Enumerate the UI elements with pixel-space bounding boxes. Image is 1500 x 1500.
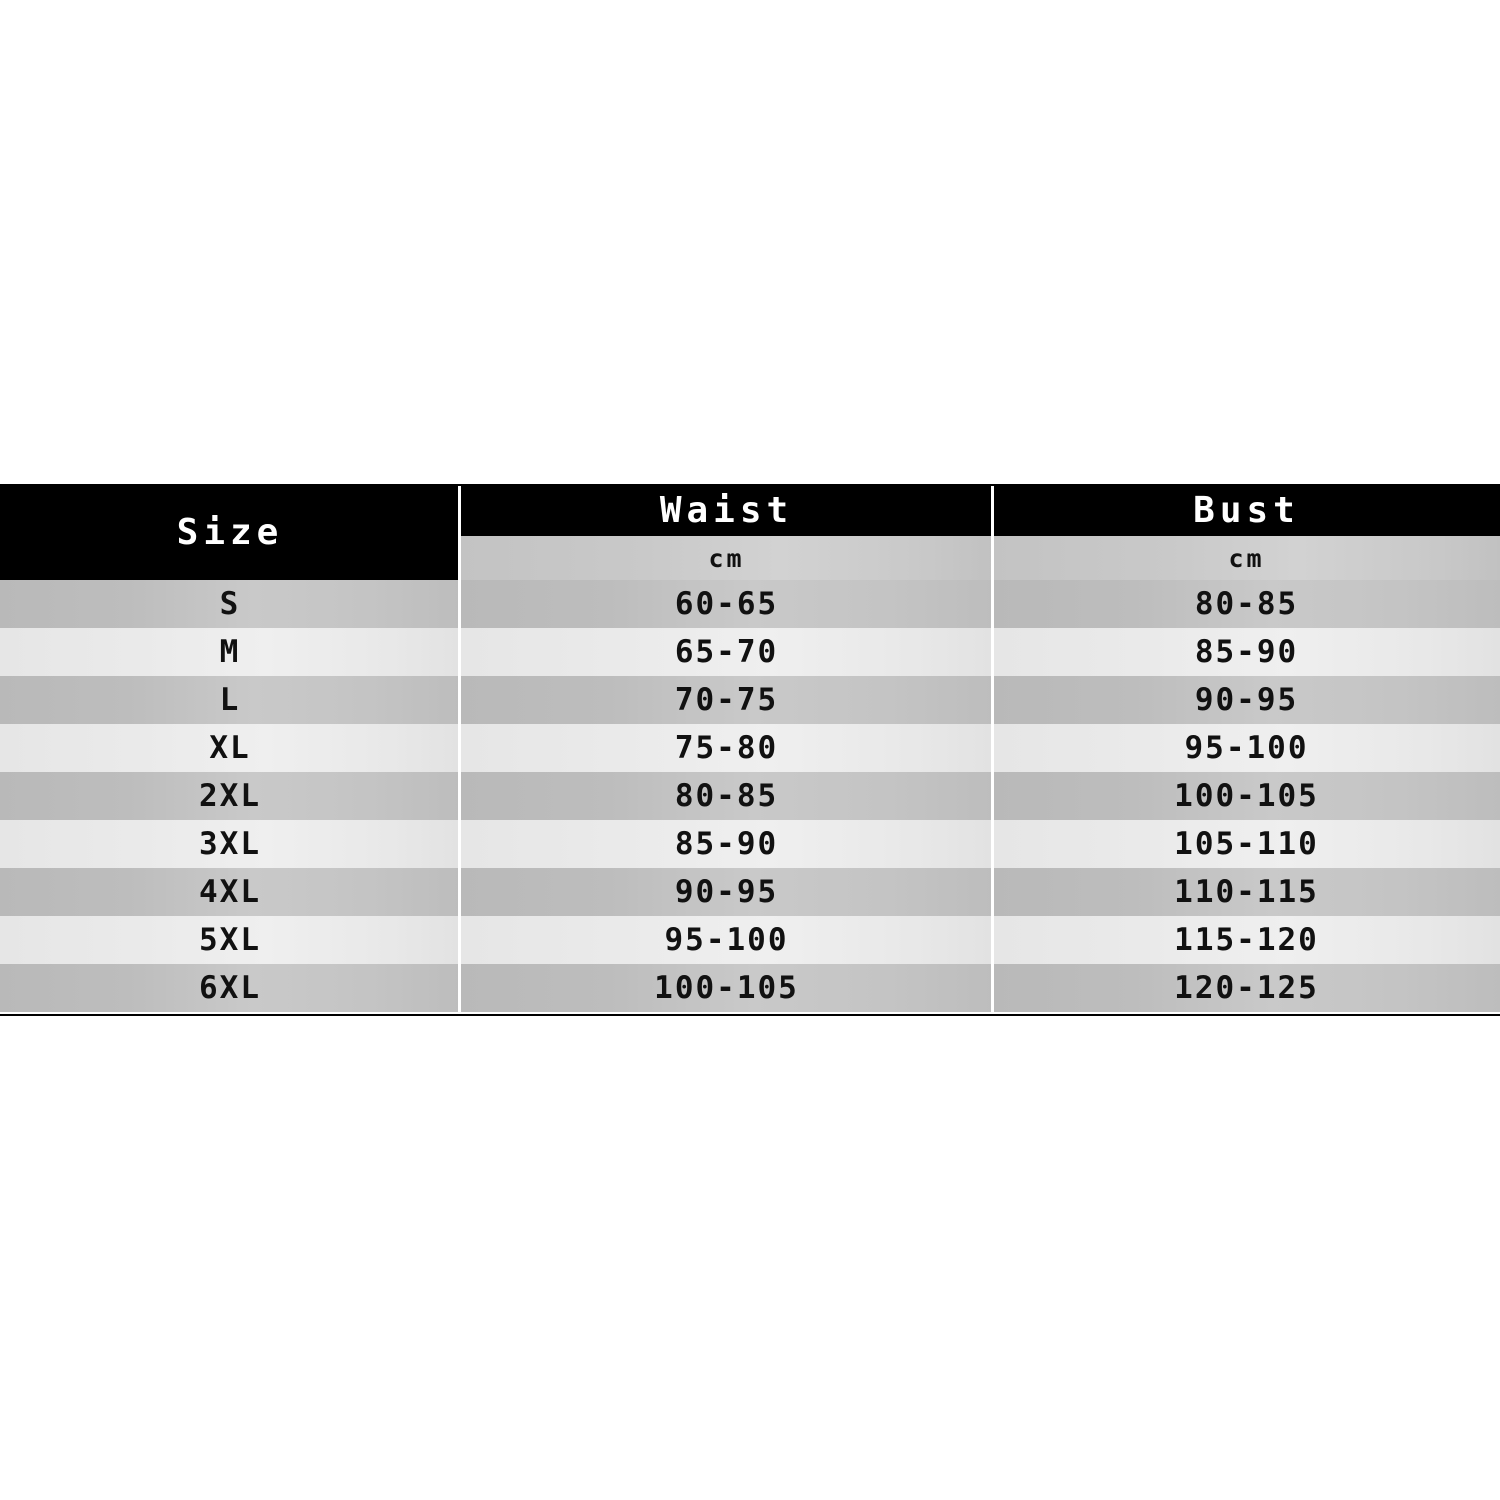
header-waist: Waist xyxy=(460,484,993,536)
cell-waist: 60-65 xyxy=(460,580,993,628)
cell-bust: 80-85 xyxy=(993,580,1500,628)
cell-size: L xyxy=(0,676,460,724)
cell-waist: 65-70 xyxy=(460,628,993,676)
table-row xyxy=(0,916,1500,964)
cell-size: 2XL xyxy=(0,772,460,820)
cell-bust: 90-95 xyxy=(993,676,1500,724)
table-row xyxy=(0,628,1500,676)
cell-bust: 100-105 xyxy=(993,772,1500,820)
cell-size: 6XL xyxy=(0,964,460,1012)
cell-bust: 85-90 xyxy=(993,628,1500,676)
cell-waist: 95-100 xyxy=(460,916,993,964)
table-row xyxy=(0,868,1500,916)
cell-bust: 105-110 xyxy=(993,820,1500,868)
unit-waist: cm xyxy=(460,536,993,580)
cell-bust: 120-125 xyxy=(993,964,1500,1012)
unit-bust: cm xyxy=(993,536,1500,580)
cell-size: 4XL xyxy=(0,868,460,916)
table-header-row xyxy=(0,484,1500,536)
cell-waist: 100-105 xyxy=(460,964,993,1012)
table-row xyxy=(0,964,1500,1012)
size-chart-table xyxy=(0,484,1500,1012)
column-divider-2 xyxy=(991,484,994,1016)
cell-waist: 90-95 xyxy=(460,868,993,916)
column-divider-1 xyxy=(458,484,461,1016)
cell-size: M xyxy=(0,628,460,676)
header-bust: Bust xyxy=(993,484,1500,536)
table-row xyxy=(0,676,1500,724)
cell-size: 5XL xyxy=(0,916,460,964)
cell-bust: 95-100 xyxy=(993,724,1500,772)
cell-size: 3XL xyxy=(0,820,460,868)
cell-waist: 70-75 xyxy=(460,676,993,724)
cell-bust: 115-120 xyxy=(993,916,1500,964)
header-size: Size xyxy=(0,484,460,580)
table-row xyxy=(0,772,1500,820)
cell-size: S xyxy=(0,580,460,628)
table-row xyxy=(0,820,1500,868)
cell-bust: 110-115 xyxy=(993,868,1500,916)
table-row xyxy=(0,580,1500,628)
cell-size: XL xyxy=(0,724,460,772)
table-row xyxy=(0,724,1500,772)
cell-waist: 75-80 xyxy=(460,724,993,772)
cell-waist: 85-90 xyxy=(460,820,993,868)
cell-waist: 80-85 xyxy=(460,772,993,820)
